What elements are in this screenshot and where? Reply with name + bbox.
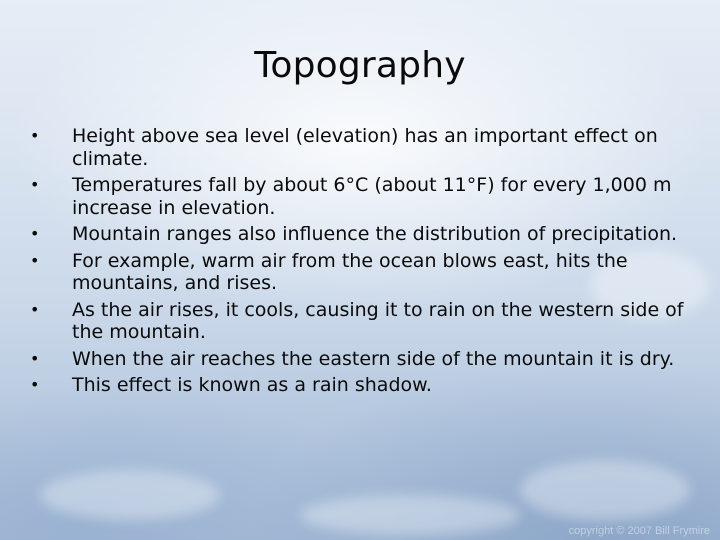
bullet-list bbox=[30, 125, 690, 401]
bullet-item bbox=[30, 223, 690, 246]
bullet-text: Temperatures fall by about 6°C (about 11°F) for every 1,000 m increase in elevation. bbox=[72, 174, 672, 219]
bullet-text: When the air reaches the eastern side of the mountain it is dry. bbox=[72, 347, 675, 370]
slide-title: Topography bbox=[254, 45, 466, 86]
bullet-text: For example, warm air from the ocean blows east, hits the mountains, and rises. bbox=[72, 249, 628, 294]
bullet-item bbox=[30, 174, 690, 219]
bullet-text: Height above sea level (elevation) has an important effect on climate. bbox=[72, 125, 658, 170]
bullet-text: Mountain ranges also influence the distribution of precipitation. bbox=[72, 223, 678, 245]
cloud-shape bbox=[520, 460, 690, 520]
bullet-text: This effect is known as a rain shadow. bbox=[72, 374, 432, 396]
bullet-item bbox=[30, 348, 690, 371]
cloud-shape bbox=[40, 470, 220, 520]
bullet-text: As the air rises, it cools, causing it to rain on the western side of the mountain. bbox=[72, 298, 684, 343]
bullet-item bbox=[30, 374, 690, 397]
copyright-notice: copyright © 2007 Bill Frymire bbox=[568, 525, 710, 537]
bullet-icon: • bbox=[30, 375, 40, 394]
cloud-shape bbox=[300, 495, 520, 535]
bullet-item bbox=[30, 250, 690, 295]
bullet-icon: • bbox=[30, 175, 40, 194]
bullet-icon: • bbox=[30, 126, 40, 145]
bullet-icon: • bbox=[30, 250, 40, 270]
bullet-item bbox=[30, 299, 690, 344]
bullet-icon: • bbox=[30, 299, 40, 319]
bullet-item bbox=[30, 125, 690, 170]
bullet-icon: • bbox=[30, 224, 40, 243]
bullet-icon: • bbox=[30, 348, 40, 368]
